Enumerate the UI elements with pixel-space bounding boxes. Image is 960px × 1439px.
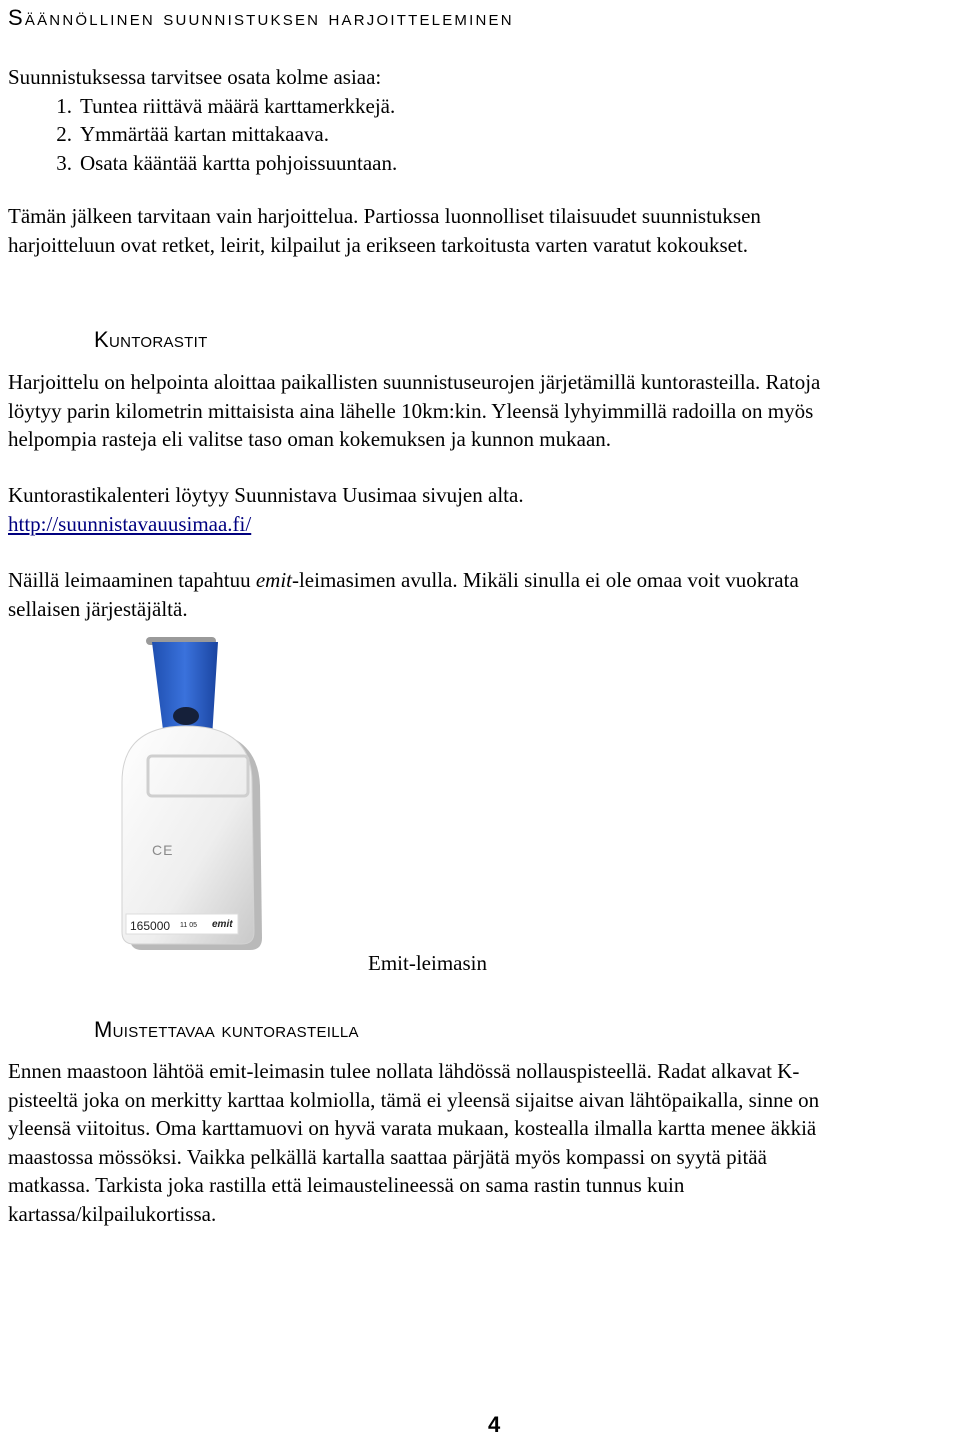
list-text: Tuntea riittävä määrä karttamerkkejä.: [80, 93, 396, 118]
paragraph-line: maastossa mössöksi. Vaikka pelkällä kartalla saattaa pärjätä myös kompassi on syytä pitää: [8, 1144, 767, 1169]
tag-code: 11 05: [180, 922, 197, 929]
paragraph-line: Tämän jälkeen tarvitaan vain harjoittelua. Partiossa luonnolliset tilaisuudet suunnistuksen: [8, 204, 761, 228]
page-number: 4: [488, 1412, 501, 1437]
emit-tag-image: [108, 634, 276, 956]
suunnistava-uusimaa-link[interactable]: http://suunnistavauusimaa.fi/: [8, 511, 252, 536]
paragraph-line: matkassa. Tarkista joka rastilla että leimaustelineessä on sama rastin tunnus kuin: [8, 1173, 685, 1197]
list-item: [8, 120, 397, 149]
list-number: 2.: [56, 122, 72, 146]
tag-brand: emit: [212, 919, 233, 930]
list-item: [8, 92, 397, 121]
serial-number: 165000: [130, 919, 171, 933]
strap-logo: [173, 707, 199, 725]
section-heading-muistettavaa: Muistettavaa kuntorasteilla: [94, 1017, 359, 1042]
emit-paragraph: [8, 566, 799, 623]
intro-lead: Suunnistuksessa tarvitsee osata kolme asiaa:: [8, 65, 382, 89]
paragraph-line: harjoitteluun ovat retket, leirit, kilpailut ja erikseen tarkoitusta varten varatut kokoukset.: [8, 232, 749, 257]
list-item: [8, 149, 397, 178]
kuntorastit-paragraph: [8, 368, 820, 454]
paragraph-line: Näillä leimaaminen tapahtuu emit-leimasimen avulla. Mikäli sinulla ei ole omaa voit vuokrata: [8, 568, 799, 592]
paragraph-line: helpompia rasteja eli valitse taso oman kokemuksen ja kunnon mukaan.: [8, 427, 612, 451]
list-text: Ymmärtää kartan mittakaava.: [80, 122, 329, 146]
muistettavaa-paragraph: [8, 1057, 819, 1228]
paragraph-line: yleensä viitoitus. Oma karttamuovi on hyvä varata mukaan, kostealla ilmalla kartta menee äkkiä: [8, 1116, 817, 1140]
tag-body: [122, 726, 254, 944]
calendar-paragraph: [8, 481, 524, 538]
paragraph-line: löytyy parin kilometrin mittaisista aina lähelle 10km:kin. Yleensä lyhyimmillä radoilla on myös: [8, 398, 814, 423]
intro-paragraph: [8, 202, 761, 259]
paragraph-line: Ennen maastoon lähtöä emit-leimasin tulee nollata lähdössä nollauspisteellä. Radat alkavat K-: [8, 1059, 800, 1083]
ce-mark: CE: [152, 842, 174, 858]
paragraph-line: Kuntorastikalenteri löytyy Suunnistava Uusimaa sivujen alta.: [8, 483, 524, 507]
intro-block: [8, 63, 397, 177]
emphasis-emit: emit: [255, 568, 292, 592]
paragraph-line: kartassa/kilpailukortissa.: [8, 1201, 217, 1226]
paragraph-line: sellaisen järjestäjältä.: [8, 596, 188, 621]
image-caption: Emit-leimasin: [368, 951, 487, 975]
page-title: Säännöllinen suunnistuksen harjoitteleminen: [8, 5, 514, 30]
list-text: Osata kääntää kartta pohjoissuuntaan.: [80, 150, 398, 175]
paragraph-line: pisteeltä joka on merkitty karttaa kolmiolla, tämä ei yleensä sijaitse aivan lähtöpaikalla, sinne on: [8, 1087, 820, 1112]
list-number: 3.: [56, 150, 72, 175]
section-heading-kuntorastit: Kuntorastit: [94, 327, 208, 352]
list-number: 1.: [56, 93, 72, 118]
paragraph-line: Harjoittelu on helpointa aloittaa paikallisten suunnistuseurojen järjetämillä kuntorasteilla. Ratoja: [8, 370, 821, 394]
